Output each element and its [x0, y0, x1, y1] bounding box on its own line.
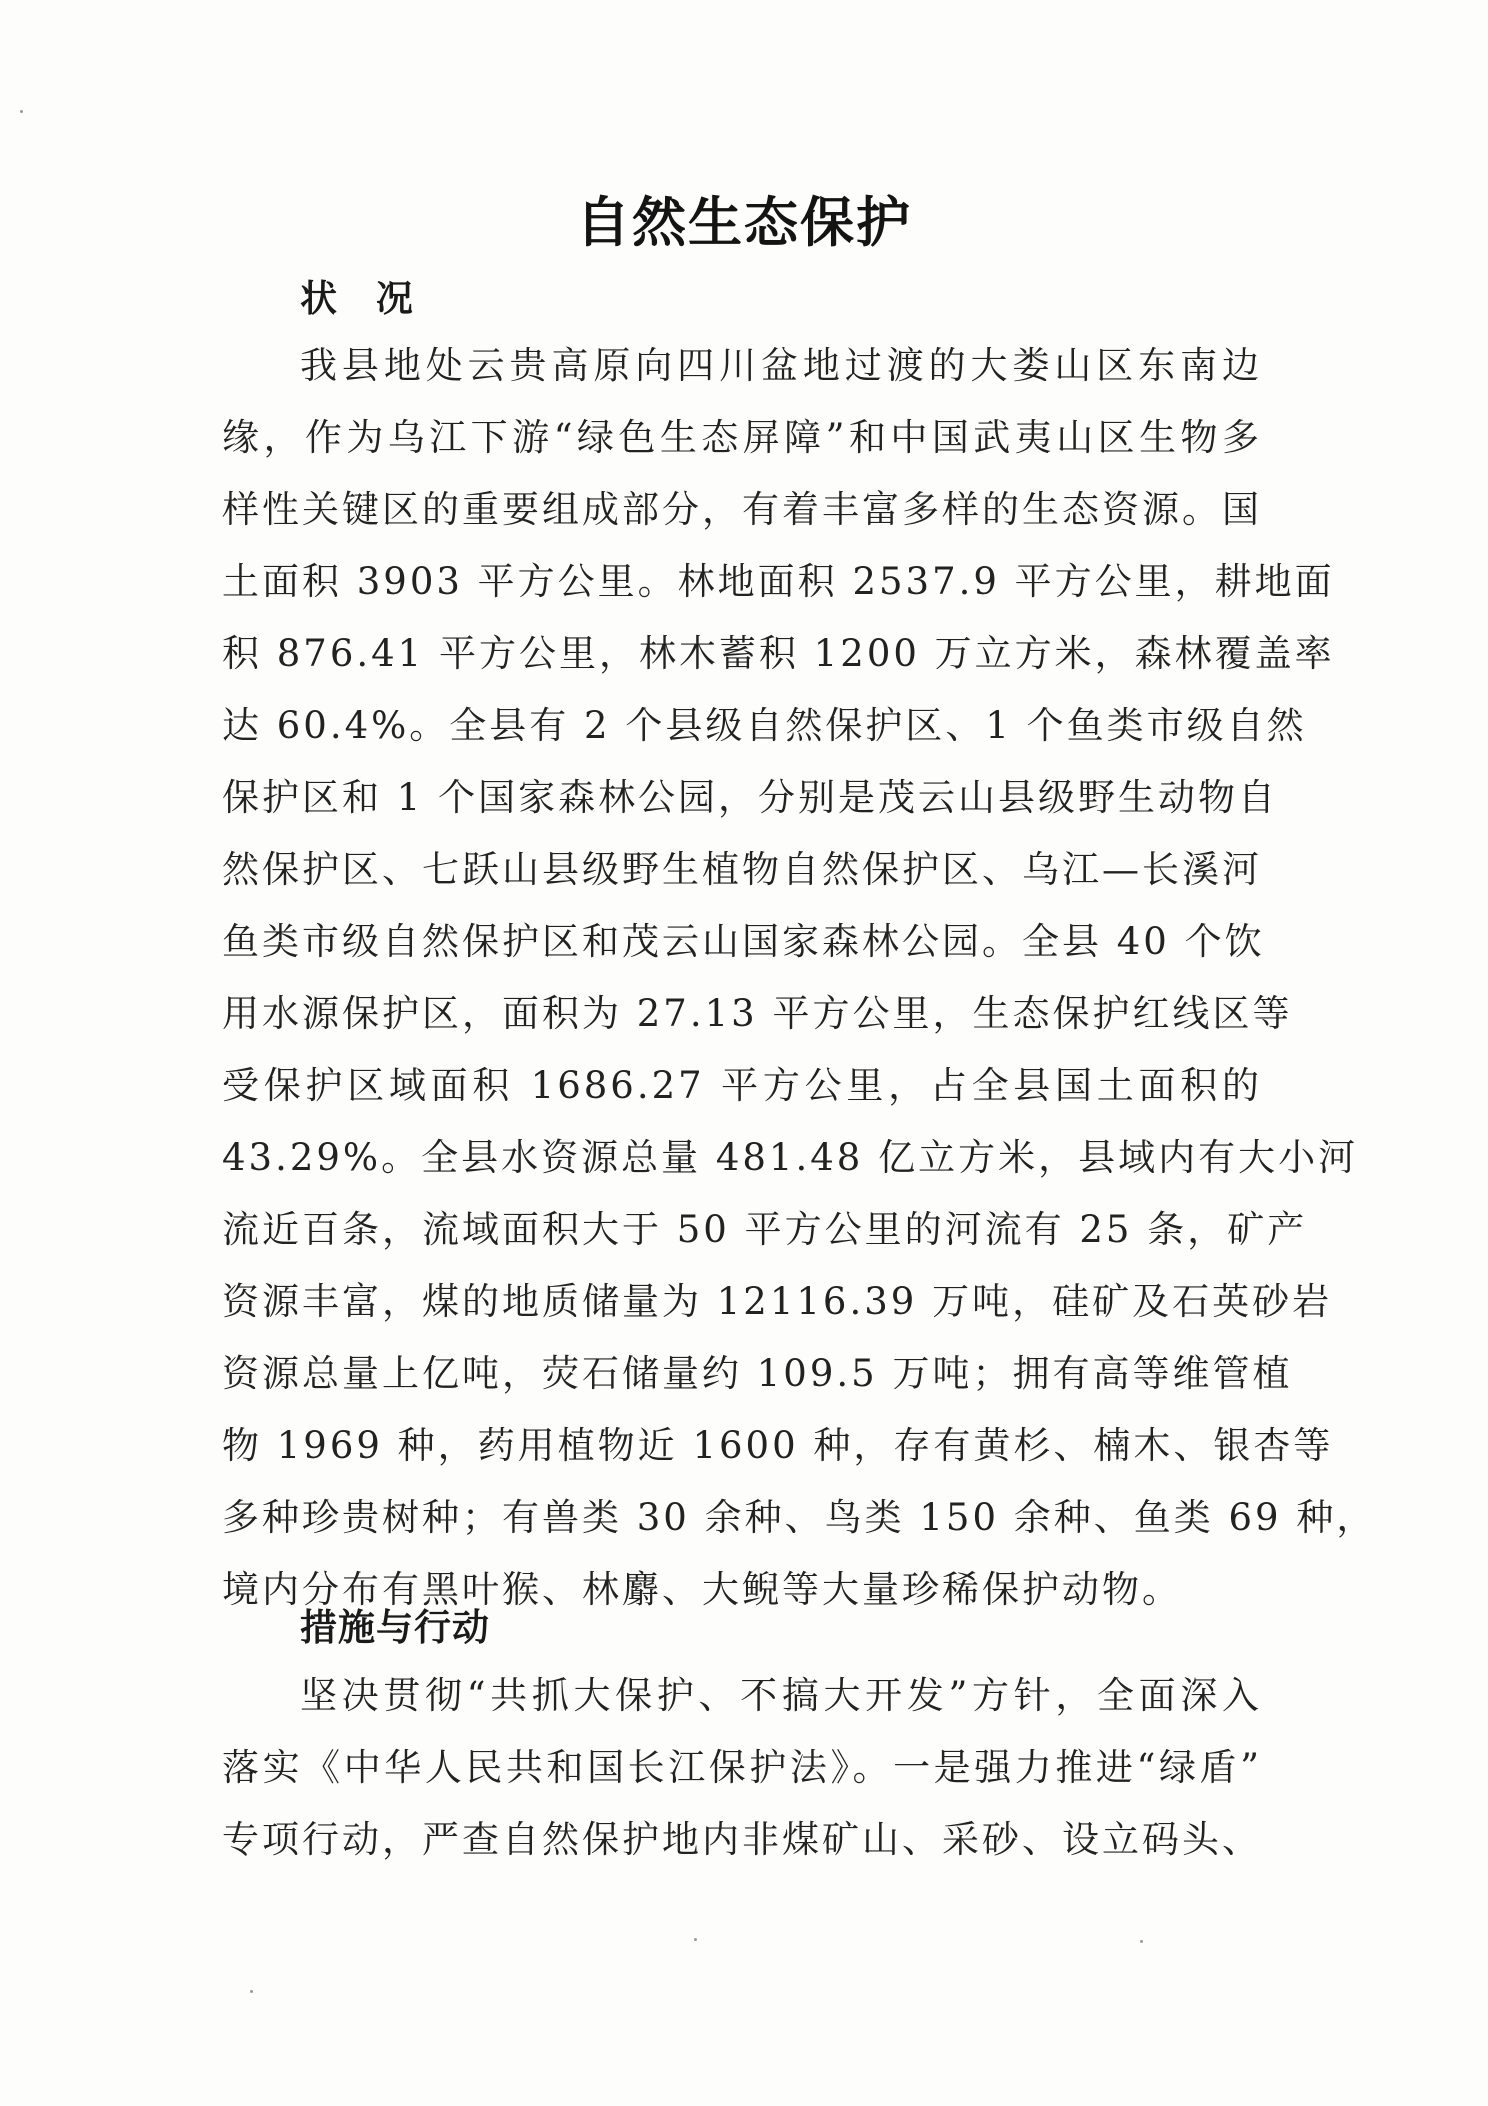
scan-speck	[250, 1990, 253, 1993]
paragraph-line: 43.29%。全县水资源总量 481.48 亿立方米，县域内有大小河	[222, 1136, 1359, 1179]
paragraph-line: 流近百条，流域面积大于 50 平方公里的河流有 25 条，矿产	[222, 1208, 1308, 1251]
paragraph-line: 境内分布有黑叶猴、林麝、大鲵等大量珍稀保护动物。	[222, 1568, 1182, 1611]
paragraph-line: 我县地处云贵高原向四川盆地过渡的大娄山区东南边	[300, 344, 1262, 387]
section-heading-status: 状 况	[300, 277, 414, 320]
scan-speck	[694, 1938, 697, 1941]
paragraph-line: 物 1969 种，药用植物近 1600 种，存有黄杉、楠木、银杏等	[222, 1424, 1334, 1467]
section-heading-measures: 措施与行动	[300, 1606, 490, 1649]
document-title: 自然生态保护	[576, 191, 912, 254]
paragraph-line: 资源丰富，煤的地质储量为 12116.39 万吨，硅矿及石英砂岩	[222, 1280, 1333, 1323]
scan-speck	[1140, 1940, 1143, 1943]
scan-speck	[20, 110, 23, 113]
paragraph-line: 多种珍贵树种；有兽类 30 余种、鸟类 150 余种、鱼类 69 种，	[222, 1496, 1377, 1539]
paragraph-line: 专项行动，严查自然保护地内非煤矿山、采砂、设立码头、	[222, 1818, 1262, 1861]
paragraph-line: 然保护区、七跃山县级野生植物自然保护区、乌江—长溪河	[222, 848, 1262, 891]
paragraph-line: 资源总量上亿吨，荧石储量约 109.5 万吨；拥有高等维管植	[222, 1352, 1293, 1395]
paragraph-line: 保护区和 1 个国家森林公园，分别是茂云山县级野生动物自	[222, 776, 1279, 819]
paragraph-line: 缘，作为乌江下游“绿色生态屏障”和中国武夷山区生物多	[222, 416, 1262, 459]
paragraph-line: 用水源保护区，面积为 27.13 平方公里，生态保护红线区等	[222, 992, 1293, 1035]
paragraph-line: 达 60.4%。全县有 2 个县级自然保护区、1 个鱼类市级自然	[222, 704, 1307, 747]
paragraph-line: 积 876.41 平方公里，林木蓄积 1200 万立方米，森林覆盖率	[222, 632, 1335, 675]
paragraph-line: 受保护区域面积 1686.27 平方公里，占全县国土面积的	[222, 1064, 1262, 1107]
paragraph-line: 样性关键区的重要组成部分，有着丰富多样的生态资源。国	[222, 488, 1262, 531]
paragraph-line: 鱼类市级自然保护区和茂云山国家森林公园。全县 40 个饮	[222, 920, 1265, 963]
paragraph-line: 落实《中华人民共和国长江保护法》。一是强力推进“绿盾”	[222, 1746, 1262, 1789]
paragraph-line: 土面积 3903 平方公里。林地面积 2537.9 平方公里，耕地面	[222, 560, 1335, 603]
section-paragraph-measures	[222, 1660, 1262, 1876]
section-paragraph-status	[222, 330, 1377, 1626]
paragraph-line: 坚决贯彻“共抓大保护、不搞大开发”方针，全面深入	[300, 1674, 1262, 1717]
